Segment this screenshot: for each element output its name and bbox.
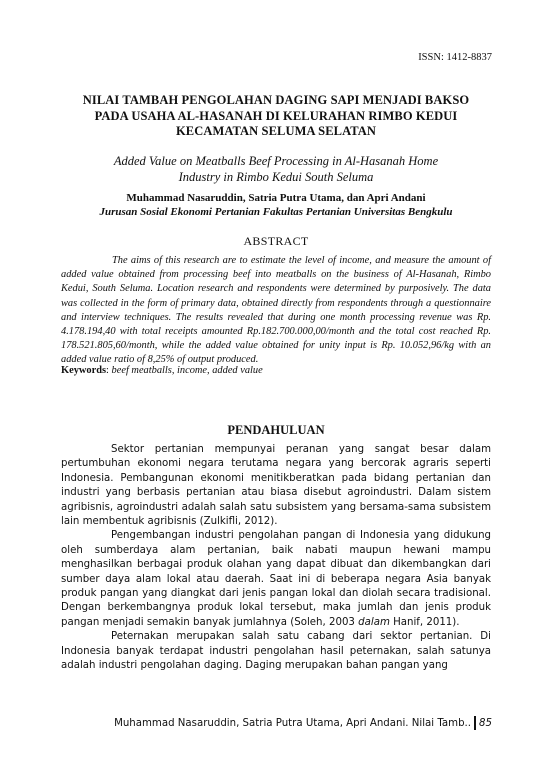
abstract-text: The aims of this research are to estimate the level of income, and measure the amount of added value obtained from processing beef into meatballs on the business of Al-Hasanah, Rimbo Kedui, South Seluma. Location research and respondents were determined by purposively. The data was collected in the form of primary data, obtained directly from respondents through a questionnaire and interview techniques. The results revealed that during one month processing revenue was Rp. 4.178.194,40 with total receipts amounted Rp.182.700.000,00/month and the total cost reached Rp. 178.521.805,60/month, while the added value obtained for unity input is Rp. 10.052,96/kg with an added value ratio of 8,25% of output produced. xyxy=(61,255,491,366)
keywords-separator: : xyxy=(106,365,112,376)
running-title: Muhammad Nasaruddin, Satria Putra Utama, Apri Andani. Nilai Tamb.. xyxy=(114,717,472,729)
page-footer xyxy=(60,716,492,730)
keywords-label: Keywords xyxy=(61,365,107,376)
page-number: 85 xyxy=(479,717,492,729)
keywords xyxy=(61,365,491,376)
title-line: PADA USAHA AL-HASANAH DI KELURAHAN RIMBO KEDUI xyxy=(94,108,458,123)
paragraph xyxy=(61,529,491,630)
paper-title xyxy=(60,93,492,140)
section-heading: PENDAHULUAN xyxy=(227,423,325,437)
affiliation: Jurusan Sosial Ekonomi Pertanian Fakultas Pertanian Universitas Bengkulu xyxy=(99,206,453,218)
issn-label: ISSN: 1412-8837 xyxy=(418,52,492,63)
english-title xyxy=(70,153,482,185)
english-title-line: Industry in Rimbo Kedui South Seluma xyxy=(178,170,374,184)
author-list: Muhammad Nasaruddin, Satria Putra Utama, dan Apri Andani xyxy=(126,192,426,204)
paragraph: Sektor pertanian mempunyai peranan yang sangat besar dalam pertumbuhan ekonomi negara terutama negara yang bercorak agraris seperti Indonesia. Pembangunan ekonomi menitikberatkan pada bidang pertanian dan industri yang berbasis pertanian atau biasa disebut agroindustri. Dalam sistem agribisnis, agroindustri adalah salah satu subsistem yang bersama-sama subsistem lain membentuk agribisnis (Zulkifli, 2012). xyxy=(61,444,491,528)
keywords-value: beef meatballs, income, added value xyxy=(111,365,263,376)
paragraph-text: Pengembangan industri pengolahan pangan di Indonesia yang didukung oleh sumberdaya alam pertanian, baik nabati maupun hewani mampu menghasilkan berbagai produk olahan yang dapat dibuat dan dikembangkan dari sumber daya alam lokal atau daerah. Saat ini di beberapa negara Asia banyak produk pangan yang diangkat dari jenis pangan lokal dan diolah secara tradisional. Dengan berkembangnya produk lokal tersebut, maka jumlah dan jenis produk pangan menjadi semakin banyak jumlahnya (Soleh, 2003 xyxy=(61,530,491,628)
paragraph-text-end: Hanif, 2011). xyxy=(389,616,460,628)
body-text xyxy=(61,443,491,674)
english-title-line: Added Value on Meatballs Beef Processing in Al-Hasanah Home xyxy=(113,154,439,168)
citation-italic: dalam xyxy=(358,616,390,628)
abstract-heading: ABSTRACT xyxy=(243,234,309,248)
paragraph: Peternakan merupakan salah satu cabang dari sektor pertanian. Di Indonesia banyak terdapat industri pengolahan hasil peternakan, salah satunya adalah industri pengolahan daging. Daging merupakan bahan pangan yang xyxy=(61,631,491,672)
title-line: NILAI TAMBAH PENGOLAHAN DAGING SAPI MENJADI BAKSO xyxy=(82,93,470,107)
title-line: KECAMATAN SELUMA SELATAN xyxy=(175,124,377,138)
footer-divider xyxy=(474,716,476,730)
